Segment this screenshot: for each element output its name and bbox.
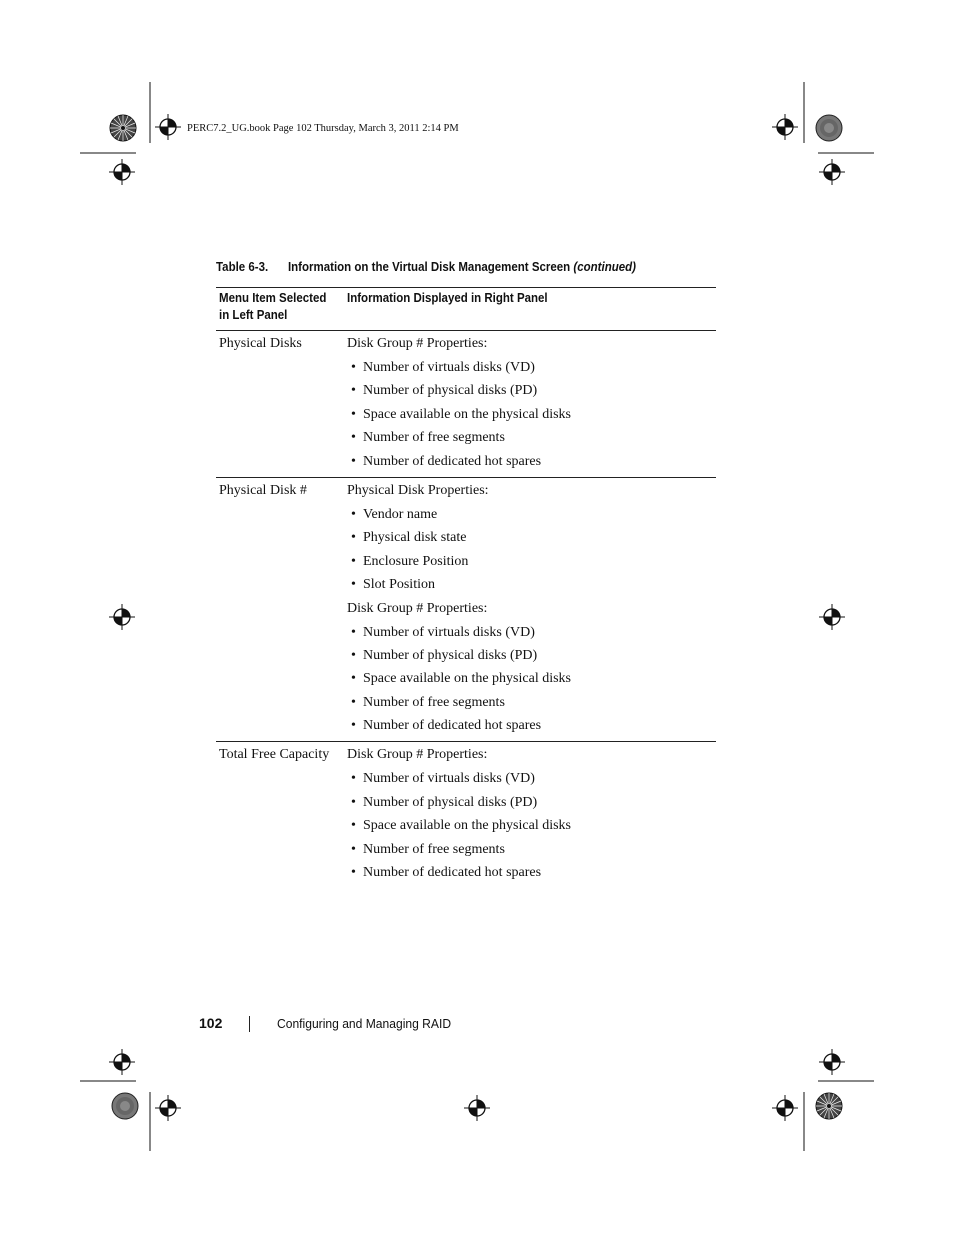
- list-item-text: Number of free segments: [363, 430, 505, 446]
- information-cell: [344, 743, 716, 884]
- list-item-text: Number of physical disks (PD): [363, 647, 538, 663]
- header-information: [344, 290, 716, 330]
- header-menu-item-text: Menu Item Selected in Left Panel: [219, 291, 327, 322]
- list-item-text: Space available on the physical disks: [363, 671, 571, 687]
- table-caption: [216, 260, 636, 274]
- table-row: [216, 742, 716, 884]
- bullet-icon: •: [351, 841, 356, 857]
- information-cell: [344, 479, 716, 738]
- list-item: [347, 767, 716, 790]
- list-item: [347, 791, 716, 814]
- bullet-icon: •: [351, 553, 356, 569]
- properties-heading: Physical Disk Properties:: [347, 482, 489, 498]
- print-header: PERC7.2_UG.book Page 102 Thursday, March 3, 2011 2:14 PM: [187, 123, 459, 134]
- bullet-icon: •: [351, 794, 356, 810]
- list-item: [347, 426, 716, 449]
- list-item: [347, 714, 716, 737]
- table-row: [216, 478, 716, 738]
- list-item-text: Number of virtuals disks (VD): [363, 771, 535, 787]
- bullet-icon: •: [351, 865, 356, 881]
- list-item: [347, 667, 716, 690]
- list-item-text: Number of free segments: [363, 694, 505, 710]
- bullet-icon: •: [351, 360, 356, 375]
- list-item: [347, 691, 716, 714]
- bullet-icon: •: [351, 383, 356, 399]
- list-item-text: Slot Position: [363, 577, 435, 593]
- table-header-row: [216, 288, 716, 330]
- bullet-icon: •: [351, 818, 356, 834]
- information-cell: [344, 332, 716, 473]
- list-item: [347, 644, 716, 667]
- bullet-icon: •: [351, 771, 356, 787]
- list-item: [347, 573, 716, 596]
- list-item: [347, 503, 716, 526]
- table-number: Table 6-3.: [216, 260, 269, 274]
- bullet-icon: •: [351, 530, 356, 546]
- bullet-icon: •: [351, 406, 356, 422]
- list-item-text: Space available on the physical disks: [363, 818, 571, 834]
- properties-heading: Disk Group # Properties:: [347, 747, 488, 763]
- list-item: [347, 814, 716, 837]
- properties-list: [347, 767, 716, 884]
- list-item-text: Space available on the physical disks: [363, 406, 571, 422]
- list-item: [347, 403, 716, 426]
- table-continued: (continued): [573, 260, 637, 274]
- list-item-text: Number of physical disks (PD): [363, 794, 538, 810]
- bullet-icon: •: [351, 506, 356, 522]
- header-menu-item: [216, 290, 344, 330]
- menu-item-cell: Physical Disk #: [219, 482, 307, 498]
- properties-list: [347, 356, 716, 473]
- list-item-text: Number of virtuals disks (VD): [363, 360, 535, 375]
- list-item-text: Enclosure Position: [363, 553, 469, 569]
- list-item-text: Number of free segments: [363, 841, 505, 857]
- list-item: [347, 861, 716, 884]
- info-table: [216, 287, 716, 884]
- bullet-icon: •: [351, 647, 356, 663]
- bullet-icon: •: [351, 694, 356, 710]
- list-item-text: Number of dedicated hot spares: [363, 865, 542, 881]
- list-item-text: Number of physical disks (PD): [363, 383, 538, 399]
- bullet-icon: •: [351, 718, 356, 734]
- properties-list: [347, 621, 716, 738]
- properties-list: [347, 503, 716, 597]
- footer-section-title: Configuring and Managing RAID: [277, 1016, 452, 1031]
- header-information-text: Information Displayed in Right Panel: [347, 291, 548, 305]
- page-number: 102: [199, 1015, 223, 1031]
- properties-heading: Disk Group # Properties:: [347, 336, 488, 351]
- menu-item-cell: Total Free Capacity: [219, 747, 330, 763]
- table-body: [216, 331, 716, 884]
- properties-heading: Disk Group # Properties:: [347, 600, 488, 616]
- bullet-icon: •: [351, 430, 356, 446]
- bullet-icon: •: [351, 671, 356, 687]
- list-item: [347, 379, 716, 402]
- list-item: [347, 450, 716, 473]
- list-item-text: Vendor name: [363, 506, 438, 522]
- list-item: [347, 356, 716, 379]
- footer-separator: [249, 1016, 250, 1032]
- list-item-text: Number of dedicated hot spares: [363, 453, 542, 469]
- bullet-icon: •: [351, 577, 356, 593]
- bullet-icon: •: [351, 453, 356, 469]
- list-item: [347, 526, 716, 549]
- menu-item-cell: Physical Disks: [219, 336, 302, 351]
- table-row: [216, 331, 716, 473]
- list-item: [347, 838, 716, 861]
- list-item-text: Number of virtuals disks (VD): [363, 624, 535, 640]
- table-title: Information on the Virtual Disk Management Screen: [287, 260, 571, 274]
- list-item: [347, 550, 716, 573]
- list-item-text: Physical disk state: [363, 530, 467, 546]
- bullet-icon: •: [351, 624, 356, 640]
- list-item-text: Number of dedicated hot spares: [363, 718, 542, 734]
- list-item: [347, 621, 716, 644]
